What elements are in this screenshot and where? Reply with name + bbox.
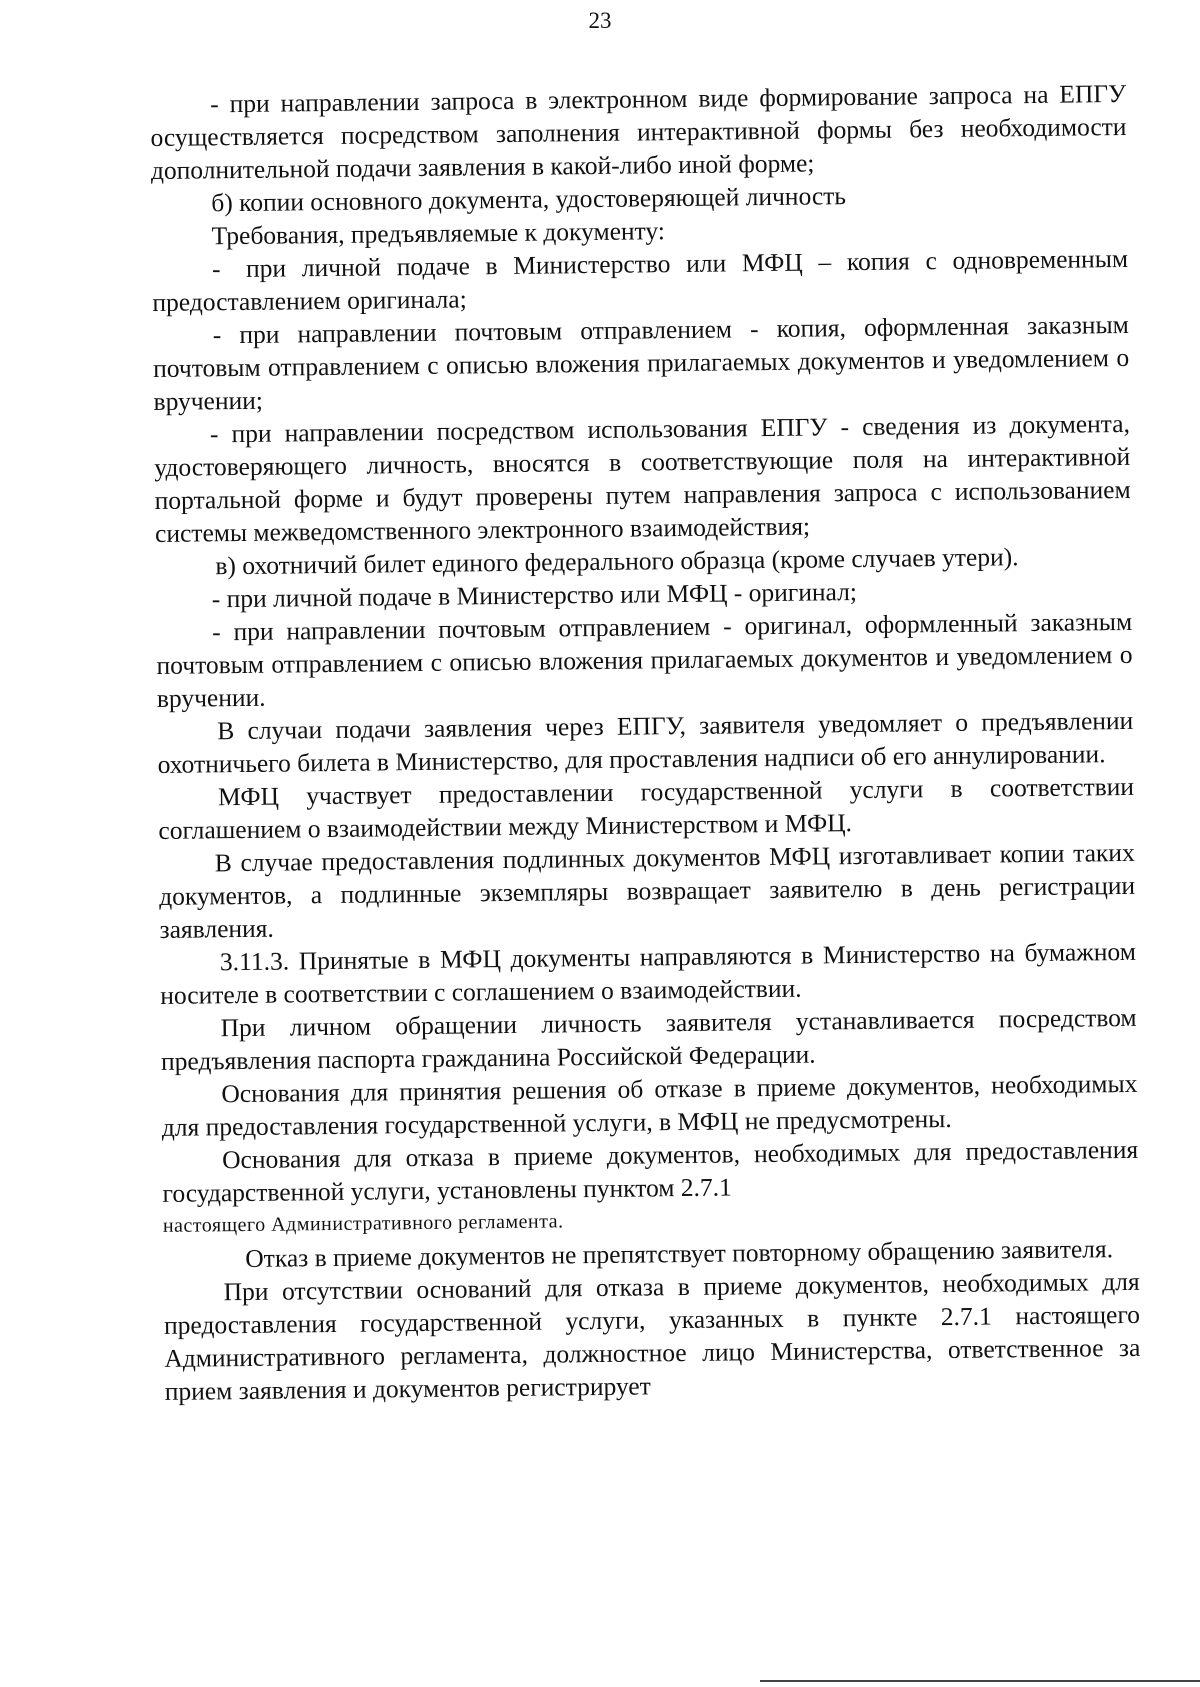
paragraph-epgu-ticket: В случаи подачи заявления через ЕПГУ, заявителя уведомляет о предъявлении охотничьего билета в Министерство, для проставления надписи об его аннулировании. [157, 705, 1134, 779]
paragraph-regulation-ref: настоящего Административного регламента. [162, 1210, 564, 1237]
paragraph-requirements-heading: Требования, предъявляемые к документу: [211, 216, 666, 251]
paragraph-personal-submission: - при личной подаче в Министерство или МФЦ – копия с одновременным предоставлением оригинала; [152, 243, 1129, 317]
paragraph-refusal-grounds: Основания для отказа в приеме документов, необходимых для предоставления государственной услуги, установлены пунктом 2.7.1 [162, 1134, 1139, 1208]
paragraph-refusal-grounds-mfc: Основания для принятия решения об отказе в приеме документов, необходимых для предоставления государственной услуги, в МФЦ не предусмотрены. [161, 1068, 1138, 1142]
paragraph-personal-original: - при личной подаче в Министерство или МФЦ - оригинал; [211, 577, 858, 614]
paragraph-postal-copy: - при направлении почтовым отправлением - копия, оформленная заказным почтовым отправлением с описью вложения прилагаемых документов и уведомлением о вручении; [153, 309, 1130, 416]
paragraph-original-documents: В случае предоставления подлинных документов МФЦ изготавливает копии таких документов, а подлинные экземпляры возвращает заявителю в день регистрации заявления. [159, 837, 1136, 944]
paragraph-epgu-identity: - при направлении посредством использования ЕПГУ - сведения из документа, удостоверяющего личность, вносятся в соответствующие поля на интерактивной портальной форме и будут проверены путем направления запроса с использованием системы межведомственного электронного взаимодействия; [154, 408, 1131, 548]
paragraph-item-b: б) копии основного документа, удостоверяющей личность [211, 181, 847, 218]
scan-edge-line [760, 1680, 1200, 1682]
paragraph-postal-original: - при направлении почтовым отправлением - оригинал, оформленный заказным почтовым отправлением с описью вложения прилагаемых документов и уведомлением о вручении. [156, 606, 1133, 713]
paragraph-registration: При отсутствии оснований для отказа в приеме документов, необходимых для предоставления государственной услуги, указанных в пункте 2.7.1 настоящего Административного регламента, должностное лицо Министерства, ответственное за прием заявления и документов регистрирует [163, 1266, 1141, 1406]
paragraph-mfc-participation: МФЦ участвует предоставлении государственной услуги в соответствии соглашением о взаимодействии между Министерством и МФЦ. [158, 771, 1135, 845]
paragraph-refusal-no-obstacle: Отказ в приеме документов не препятствует повторному обращению заявителя. [245, 1234, 1114, 1273]
page-number: 23 [588, 8, 612, 33]
paragraph-electronic-request: - при направлении запроса в электронном виде формирование запроса на ЕПГУ осуществляется посредством заполнения интерактивной формы без необходимости дополнительной подачи заявления в какой-либо иной форме; [150, 78, 1127, 185]
paragraph-3-11-3: 3.11.3. Принятые в МФЦ документы направляются в Министерство на бумажном носителе в соответствии с соглашением о взаимодействии. [160, 936, 1137, 1010]
paragraph-item-v: в) охотничий билет единого федерального образца (кроме случаев утери). [215, 542, 1019, 581]
document-body [150, 77, 1141, 1408]
paragraph-identity-check: При личном обращении личность заявителя устанавливается посредством предъявления паспорта гражданина Российской Федерации. [160, 1002, 1137, 1076]
